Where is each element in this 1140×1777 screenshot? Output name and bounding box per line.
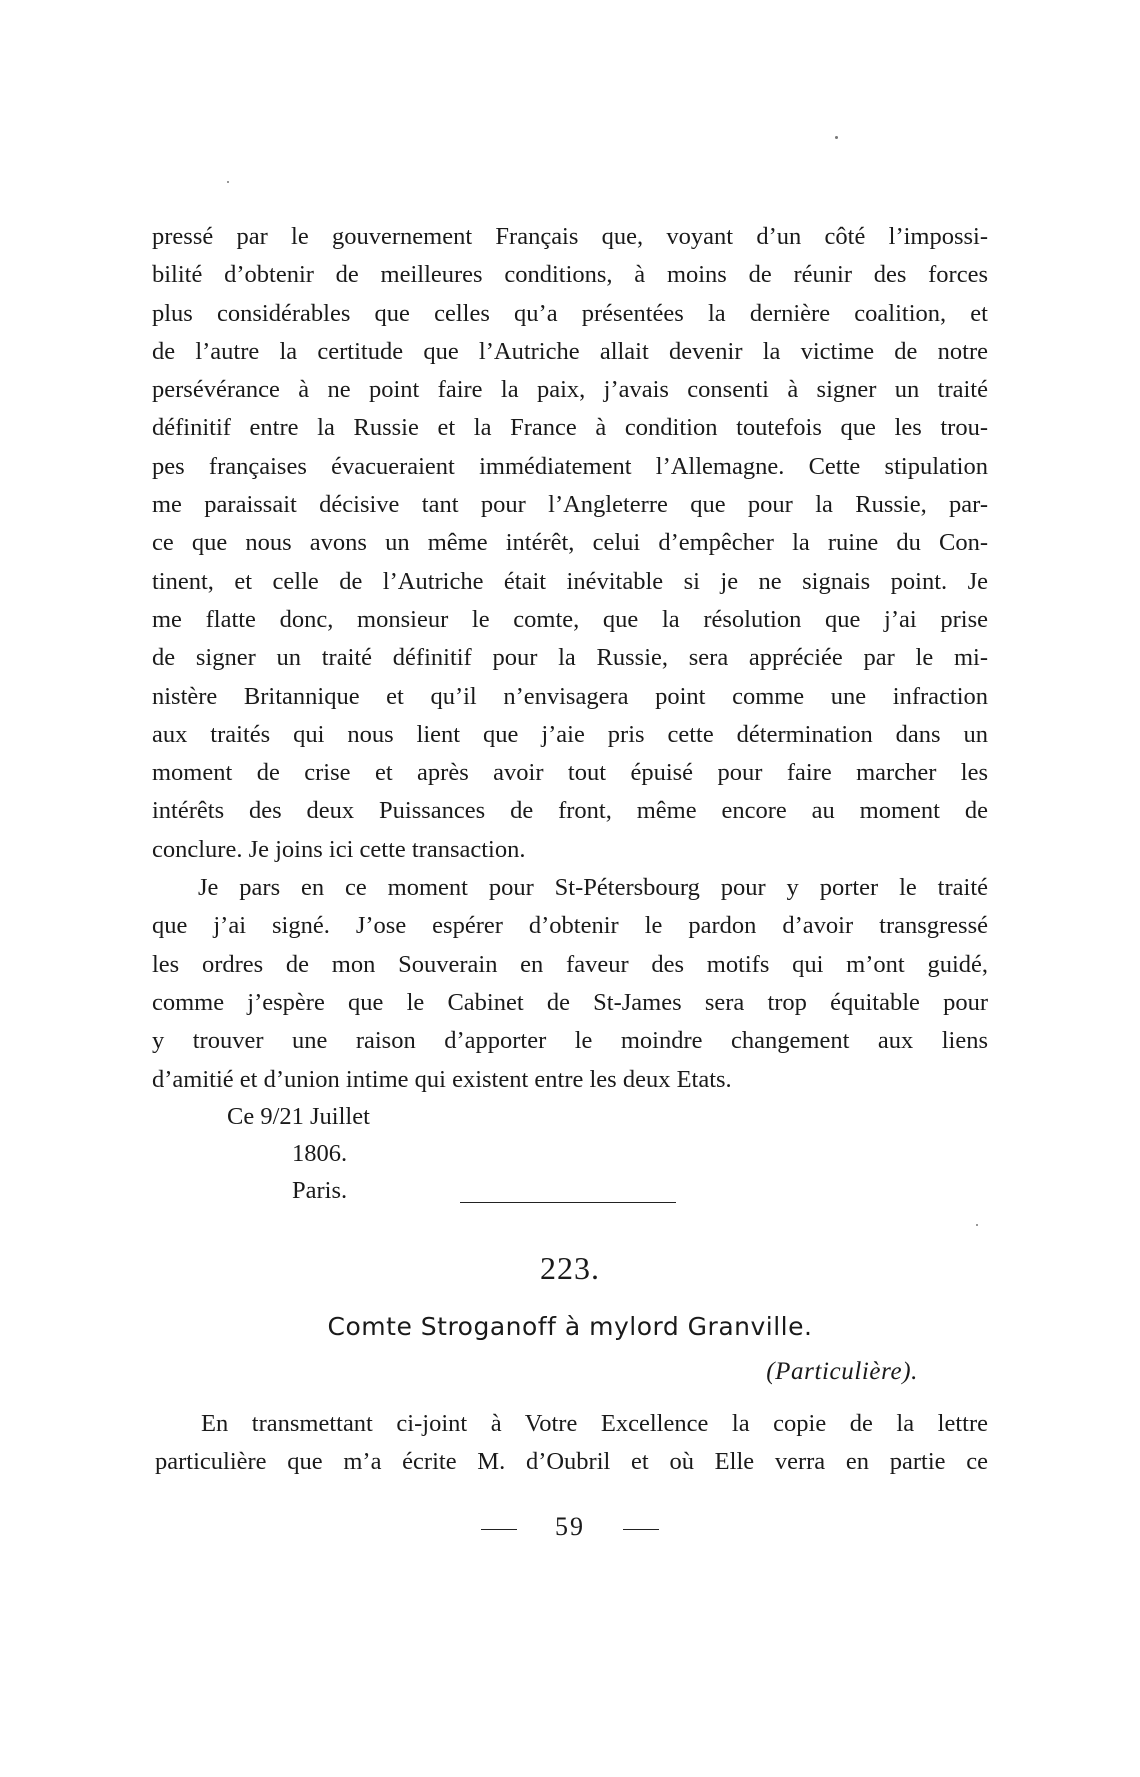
text-line: de l’autre la certitude que l’Autriche allait devenir la victime de notre [152, 337, 988, 365]
second-letter-body [155, 1405, 988, 1482]
text-line: bilité d’obtenir de meilleures conditions, à moins de réunir des forces [152, 261, 988, 289]
letter-body [152, 218, 988, 1099]
text-line: de signer un traité définitif pour la Russie, sera appréciée par le mi- [152, 644, 988, 672]
text-line: plus considérables que celles qu’a présentées la dernière coalition, et [152, 299, 988, 327]
footer-dash-left [481, 1529, 517, 1530]
closing-year: 1806. [292, 1140, 348, 1167]
closing-place: Paris. [292, 1177, 348, 1204]
text-line: aux traités qui nous lient que j’aie pris cette détermination dans un [152, 720, 988, 748]
text-line: définitif entre la Russie et la France à condition toutefois que les trou- [152, 414, 988, 442]
text-line: pressé par le gouvernement Français que, voyant d’un côté l’impossi- [152, 223, 988, 250]
text-line: me paraissait décisive tant pour l’Angleterre que pour la Russie, par- [152, 491, 988, 519]
document-number: 223. [540, 1250, 600, 1286]
print-speck [835, 136, 838, 139]
text-line: pes françaises évacueraient immédiatement l’Allemagne. Cette stipulation [152, 452, 988, 480]
text-line: nistère Britannique et qu’il n’envisagera point comme une infraction [152, 682, 988, 710]
document-title: Comte Stroganoff à mylord Granville. [327, 1312, 813, 1341]
text-line: Je pars en ce moment pour St-Pétersbourg pour y porter le traité [198, 874, 988, 902]
text-line: conclure. Je joins ici cette transaction. [152, 835, 526, 863]
text-line: d’amitié et d’union intime qui existent entre les deux Etats. [152, 1065, 732, 1093]
text-line: comme j’espère que le Cabinet de St-James sera trop équitable pour [152, 988, 988, 1016]
text-line: particulière que m’a écrite M. d’Oubril et où Elle verra en partie ce [155, 1448, 988, 1476]
page-number: 59 [555, 1512, 585, 1541]
text-line: les ordres de mon Souverain en faveur des motifs qui m’ont guidé, [152, 950, 988, 978]
text-line: que j’ai signé. J’ose espérer d’obtenir le pardon d’avoir transgressé [152, 912, 988, 940]
text-line: persévérance à ne point faire la paix, j’avais consenti à signer un traité [152, 376, 988, 404]
separator-rule [460, 1202, 676, 1203]
print-speck [227, 181, 229, 183]
text-line: y trouver une raison d’apporter le moindre changement aux liens [152, 1027, 988, 1055]
closing-date-line: Ce 9/21 Juillet [227, 1103, 370, 1130]
text-line: moment de crise et après avoir tout épuisé pour faire marcher les [152, 759, 988, 787]
text-line: tinent, et celle de l’Autriche était inévitable si je ne signais point. Je [152, 567, 988, 595]
footer-dash-right [623, 1529, 659, 1530]
text-line: intérêts des deux Puissances de front, même encore au moment de [152, 797, 988, 825]
text-line: ce que nous avons un même intérêt, celui d’empêcher la ruine du Con- [152, 529, 988, 557]
document-subtitle: (Particulière). [766, 1358, 918, 1385]
print-speck [976, 1224, 978, 1226]
text-line: En transmettant ci-joint à Votre Excellence la copie de la lettre [201, 1410, 988, 1437]
page-footer [0, 1512, 1140, 1542]
text-line: me flatte donc, monsieur le comte, que la résolution que j’ai prise [152, 605, 988, 633]
